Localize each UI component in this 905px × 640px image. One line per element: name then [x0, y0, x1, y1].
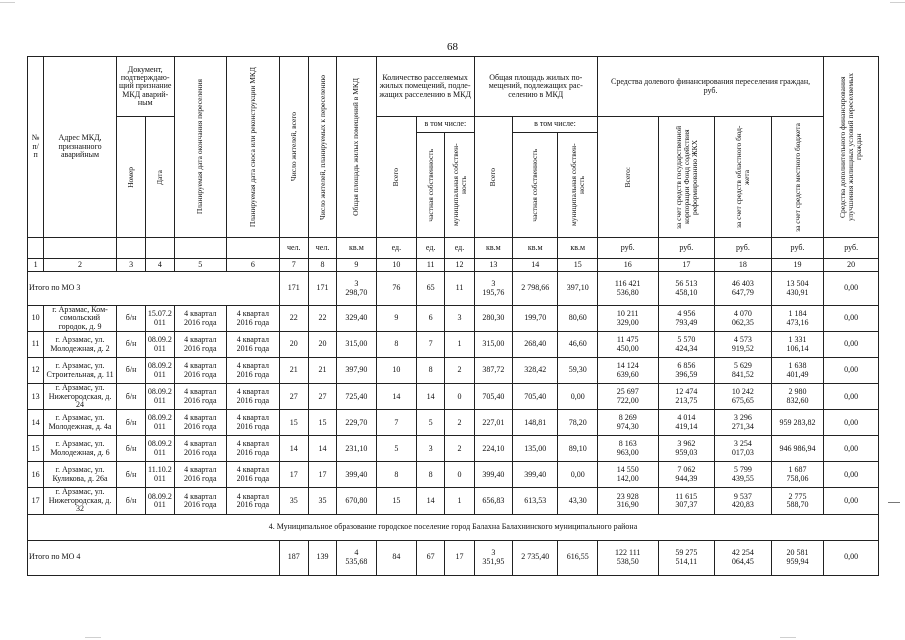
unit-cell: кв.м — [513, 238, 558, 259]
column-number: 4 — [146, 259, 174, 272]
total-value: 397,10 — [558, 272, 597, 306]
doc-number-cell: б/н — [116, 436, 145, 462]
funding-local-cell: 1 184 473,16 — [771, 306, 824, 332]
area-municipal-cell: 46,60 — [558, 332, 597, 358]
area-private-cell: 135,00 — [513, 436, 558, 462]
column-number: 20 — [824, 259, 879, 272]
demolition-cell: 4 квартал 2016 года — [227, 436, 280, 462]
column-number: 9 — [337, 259, 376, 272]
row-number: 12 — [28, 358, 44, 384]
funding-total-cell: 8 163 963,00 — [597, 436, 658, 462]
unit-cell: кв.м — [474, 238, 512, 259]
funding-local-cell: 1 687 758,06 — [771, 462, 824, 488]
unit-cell: руб. — [824, 238, 879, 259]
funding-fund-cell: 4 014 419,14 — [658, 410, 715, 436]
rooms-municipal-cell: 3 — [445, 306, 474, 332]
demolition-cell: 4 квартал 2016 года — [227, 488, 280, 514]
unit-cell: руб. — [658, 238, 715, 259]
rooms-private-cell: 8 — [417, 462, 445, 488]
total-value: 3 195,76 — [474, 272, 512, 306]
residents-planned-cell: 17 — [308, 462, 336, 488]
address-cell: г. Арзамас, Ком-сомольский городок, д. 9 — [44, 306, 117, 332]
residents-total-cell: 27 — [279, 384, 308, 410]
funding-total-cell: 14 550 142,00 — [597, 462, 658, 488]
column-number: 10 — [376, 259, 416, 272]
header-planned-demolition: Планируемая дата сноса или реконструкции МКД — [227, 57, 280, 238]
header-rooms-group: Количество расселяемых жилых помещений, подле-жащих расселению в МКД — [376, 57, 474, 117]
header-funding-total: Всего: — [597, 117, 658, 238]
additional-funding-cell: 0,00 — [824, 358, 879, 384]
total-value: 20 581 959,94 — [771, 540, 824, 575]
rooms-total-cell: 15 — [376, 488, 416, 514]
rooms-private-cell: 8 — [417, 358, 445, 384]
header-area-group: Общая площадь жилых по-мещений, подлежащих рас-селению в МКД — [474, 57, 597, 117]
funding-fund-cell: 4 956 793,49 — [658, 306, 715, 332]
additional-funding-cell: 0,00 — [824, 488, 879, 514]
address-cell: г. Арзамас, ул. Молодежная, д. 4а — [44, 410, 117, 436]
header-rooms-private: частная собственность — [417, 133, 445, 238]
header-rooms-total: Всего — [376, 117, 416, 238]
row-number: 13 — [28, 384, 44, 410]
doc-number-cell: б/н — [116, 462, 145, 488]
doc-date-cell: 08.09.2 011 — [146, 384, 174, 410]
total-value: 3 351,95 — [474, 540, 512, 575]
funding-total-cell: 11 475 450,00 — [597, 332, 658, 358]
header-date: Дата — [146, 117, 174, 238]
residents-total-cell: 21 — [279, 358, 308, 384]
total-value: 11 — [445, 272, 474, 306]
funding-local-cell: 959 283,82 — [771, 410, 824, 436]
total-value: 13 504 430,91 — [771, 272, 824, 306]
funding-fund-cell: 3 962 959,03 — [658, 436, 715, 462]
relocation-end-cell: 4 квартал 2016 года — [174, 488, 227, 514]
scan-edge-line — [0, 2, 15, 3]
rooms-municipal-cell: 2 — [445, 410, 474, 436]
header-planned-relocation-end: Планируемая дата окончания переселения — [174, 57, 227, 238]
column-number: 5 — [174, 259, 227, 272]
residents-total-cell: 15 — [279, 410, 308, 436]
total-value: 171 — [279, 272, 308, 306]
total-area-cell: 231,10 — [337, 436, 376, 462]
page-number: 68 — [447, 41, 458, 53]
rooms-municipal-cell: 0 — [445, 462, 474, 488]
total-area-cell: 229,70 — [337, 410, 376, 436]
unit-cell: ед. — [376, 238, 416, 259]
column-number: 19 — [771, 259, 824, 272]
total-value: 46 403 647,79 — [715, 272, 772, 306]
rooms-total-cell: 10 — [376, 358, 416, 384]
demolition-cell: 4 квартал 2016 года — [227, 410, 280, 436]
doc-number-cell: б/н — [116, 332, 145, 358]
column-number: 18 — [715, 259, 772, 272]
unit-cell: ед. — [417, 238, 445, 259]
total-value: 84 — [376, 540, 416, 575]
column-number: 16 — [597, 259, 658, 272]
rooms-total-cell: 8 — [376, 462, 416, 488]
scan-edge-line — [85, 637, 101, 638]
column-number: 13 — [474, 259, 512, 272]
area-private-cell: 705,40 — [513, 384, 558, 410]
funding-local-cell: 1 638 401,49 — [771, 358, 824, 384]
funding-fund-cell: 6 856 396,59 — [658, 358, 715, 384]
additional-funding-cell: 0,00 — [824, 410, 879, 436]
column-number: 14 — [513, 259, 558, 272]
address-cell: г. Арзамас, ул. Строительная, д. 11 — [44, 358, 117, 384]
header-area-total: Всего — [474, 117, 512, 238]
address-cell: г. Арзамас, ул. Куликова, д. 26а — [44, 462, 117, 488]
column-number: 8 — [308, 259, 336, 272]
area-municipal-cell: 89,10 — [558, 436, 597, 462]
residents-total-cell: 20 — [279, 332, 308, 358]
total-value: 17 — [445, 540, 474, 575]
unit-cell: кв.м — [337, 238, 376, 259]
relocation-end-cell: 4 квартал 2016 года — [174, 384, 227, 410]
rooms-municipal-cell: 1 — [445, 332, 474, 358]
funding-regional-cell: 4 573 919,52 — [715, 332, 772, 358]
total-value: 116 421 536,80 — [597, 272, 658, 306]
unit-cell: руб. — [715, 238, 772, 259]
doc-date-cell: 11.10.2 011 — [146, 462, 174, 488]
header-area-private: частная собственность — [513, 133, 558, 238]
table-row — [28, 306, 879, 332]
total-value: 67 — [417, 540, 445, 575]
funding-local-cell: 2 980 832,60 — [771, 384, 824, 410]
relocation-end-cell: 4 квартал 2016 года — [174, 462, 227, 488]
rooms-private-cell: 3 — [417, 436, 445, 462]
total-value: 616,55 — [558, 540, 597, 575]
scan-edge-line — [888, 502, 900, 503]
total-label: Итого по МО 4 — [28, 540, 280, 575]
header-rooms-including: в том числе: — [417, 117, 475, 133]
column-number: 11 — [417, 259, 445, 272]
additional-funding-cell: 0,00 — [824, 462, 879, 488]
total-area-cell: 670,80 — [337, 488, 376, 514]
residents-planned-cell: 27 — [308, 384, 336, 410]
area-total-cell: 224,10 — [474, 436, 512, 462]
total-area-cell: 725,40 — [337, 384, 376, 410]
header-document: Документ, подтверждаю-щий признание МКД аварий-ным — [116, 57, 174, 117]
additional-funding-cell: 0,00 — [824, 306, 879, 332]
table-row — [28, 384, 879, 410]
table-row — [28, 358, 879, 384]
table-row — [28, 410, 879, 436]
funding-regional-cell: 9 537 420,83 — [715, 488, 772, 514]
residents-total-cell: 17 — [279, 462, 308, 488]
unit-cell: руб. — [597, 238, 658, 259]
header-residents-planned: Число жителей, планируемых к переселению — [308, 57, 336, 238]
area-private-cell: 268,40 — [513, 332, 558, 358]
total-value: 42 254 064,45 — [715, 540, 772, 575]
total-value: 0,00 — [824, 272, 879, 306]
area-total-cell: 387,72 — [474, 358, 512, 384]
funding-regional-cell: 3 254 017,03 — [715, 436, 772, 462]
demolition-cell: 4 квартал 2016 года — [227, 358, 280, 384]
scan-edge-line — [780, 637, 796, 638]
address-cell: г. Арзамас, ул. Молодежная, д. 6 — [44, 436, 117, 462]
rooms-municipal-cell: 2 — [445, 358, 474, 384]
rooms-private-cell: 14 — [417, 384, 445, 410]
header-total-area: Общая площадь жилых помещений в МКД — [337, 57, 376, 238]
unit-cell: руб. — [771, 238, 824, 259]
residents-planned-cell: 14 — [308, 436, 336, 462]
residents-planned-cell: 22 — [308, 306, 336, 332]
additional-funding-cell: 0,00 — [824, 436, 879, 462]
demolition-cell: 4 квартал 2016 года — [227, 306, 280, 332]
demolition-cell: 4 квартал 2016 года — [227, 332, 280, 358]
area-private-cell: 613,53 — [513, 488, 558, 514]
funding-total-cell: 23 928 316,90 — [597, 488, 658, 514]
header-residents-total: Число жителей, всего — [279, 57, 308, 238]
residents-total-cell: 35 — [279, 488, 308, 514]
total-value: 139 — [308, 540, 336, 575]
total-value: 3 298,70 — [337, 272, 376, 306]
header-address: Адрес МКД, признанного аварийным — [44, 57, 117, 238]
section-title: 4. Муниципальное образование городское поселение город Балахна Балахнинского муниципального района — [28, 514, 879, 540]
table-row — [28, 332, 879, 358]
relocation-end-cell: 4 квартал 2016 года — [174, 332, 227, 358]
address-cell: г. Арзамас, ул. Нижегородская, д. 24 — [44, 384, 117, 410]
row-number: 10 — [28, 306, 44, 332]
header-area-municipal: муниципальная собствен-ность — [558, 133, 597, 238]
unit-cell: чел. — [308, 238, 336, 259]
total-value: 122 111 538,50 — [597, 540, 658, 575]
total-label: Итого по МО 3 — [28, 272, 280, 306]
relocation-end-cell: 4 квартал 2016 года — [174, 306, 227, 332]
column-number-row — [28, 259, 879, 272]
unit-cell: чел. — [279, 238, 308, 259]
area-private-cell: 399,40 — [513, 462, 558, 488]
rooms-private-cell: 7 — [417, 332, 445, 358]
relocation-end-cell: 4 квартал 2016 года — [174, 410, 227, 436]
area-municipal-cell: 78,20 — [558, 410, 597, 436]
column-number: 3 — [116, 259, 145, 272]
funding-regional-cell: 5 799 439,55 — [715, 462, 772, 488]
residents-planned-cell: 21 — [308, 358, 336, 384]
relocation-end-cell: 4 квартал 2016 года — [174, 436, 227, 462]
column-number: 1 — [28, 259, 44, 272]
area-municipal-cell: 0,00 — [558, 384, 597, 410]
total-value: 76 — [376, 272, 416, 306]
total-area-cell: 397,90 — [337, 358, 376, 384]
rooms-total-cell: 5 — [376, 436, 416, 462]
rooms-municipal-cell: 1 — [445, 488, 474, 514]
funding-regional-cell: 4 070 062,35 — [715, 306, 772, 332]
unit-cell: ед. — [445, 238, 474, 259]
residents-planned-cell: 20 — [308, 332, 336, 358]
area-municipal-cell: 0,00 — [558, 462, 597, 488]
table-row — [28, 436, 879, 462]
header-rooms-municipal: муниципальная собствен-ность — [445, 133, 474, 238]
header-additional: Средства дополнительного финансирования улучшения жилищных условий переселяемых граждан — [824, 57, 879, 238]
demolition-cell: 4 квартал 2016 года — [227, 384, 280, 410]
rooms-total-cell: 8 — [376, 332, 416, 358]
funding-local-cell: 1 331 106,14 — [771, 332, 824, 358]
doc-date-cell: 08.09.2 011 — [146, 436, 174, 462]
relocation-table — [27, 56, 879, 576]
total-area-cell: 329,40 — [337, 306, 376, 332]
row-number: 14 — [28, 410, 44, 436]
table-row — [28, 462, 879, 488]
additional-funding-cell: 0,00 — [824, 332, 879, 358]
funding-local-cell: 2 775 588,70 — [771, 488, 824, 514]
address-cell: г. Арзамас, ул. Нижегородская, д. 32 — [44, 488, 117, 514]
rooms-private-cell: 14 — [417, 488, 445, 514]
table-row — [28, 488, 879, 514]
funding-total-cell: 10 211 329,00 — [597, 306, 658, 332]
area-private-cell: 148,81 — [513, 410, 558, 436]
column-number: 12 — [445, 259, 474, 272]
total-value: 171 — [308, 272, 336, 306]
doc-number-cell: б/н — [116, 358, 145, 384]
rooms-private-cell: 5 — [417, 410, 445, 436]
funding-fund-cell: 7 062 944,39 — [658, 462, 715, 488]
rooms-municipal-cell: 0 — [445, 384, 474, 410]
funding-regional-cell: 3 296 271,34 — [715, 410, 772, 436]
row-number: 11 — [28, 332, 44, 358]
header-funding-fund: за счет средств государственной корпорации Фонд содействия реформированию ЖКХ — [658, 117, 715, 238]
rooms-total-cell: 14 — [376, 384, 416, 410]
relocation-end-cell: 4 квартал 2016 года — [174, 358, 227, 384]
funding-total-cell: 8 269 974,30 — [597, 410, 658, 436]
funding-fund-cell: 5 570 424,34 — [658, 332, 715, 358]
doc-date-cell: 08.09.2 011 — [146, 410, 174, 436]
address-cell: г. Арзамас, ул. Молодежная, д. 2 — [44, 332, 117, 358]
total-row-mo4 — [28, 540, 879, 575]
total-value: 56 513 458,10 — [658, 272, 715, 306]
header-funding-regional: за счет средств областного бюд-жета — [715, 117, 772, 238]
rooms-municipal-cell: 2 — [445, 436, 474, 462]
row-number: 15 — [28, 436, 44, 462]
total-area-cell: 399,40 — [337, 462, 376, 488]
residents-planned-cell: 15 — [308, 410, 336, 436]
rooms-private-cell: 6 — [417, 306, 445, 332]
doc-date-cell: 08.09.2 011 — [146, 358, 174, 384]
header-no: № п/ п — [28, 57, 44, 238]
rooms-total-cell: 9 — [376, 306, 416, 332]
header-area-including: в том числе: — [513, 117, 598, 133]
unit-cell: кв.м — [558, 238, 597, 259]
funding-regional-cell: 10 242 675,65 — [715, 384, 772, 410]
header-funding-group: Средства долевого финансирования переселения граждан, руб. — [597, 57, 823, 117]
area-total-cell: 399,40 — [474, 462, 512, 488]
funding-regional-cell: 5 629 841,52 — [715, 358, 772, 384]
residents-total-cell: 22 — [279, 306, 308, 332]
funding-total-cell: 14 124 639,60 — [597, 358, 658, 384]
row-number: 17 — [28, 488, 44, 514]
area-private-cell: 199,70 — [513, 306, 558, 332]
total-value: 59 275 514,11 — [658, 540, 715, 575]
total-value: 4 535,68 — [337, 540, 376, 575]
doc-number-cell: б/н — [116, 488, 145, 514]
additional-funding-cell: 0,00 — [824, 384, 879, 410]
total-value: 0,00 — [824, 540, 879, 575]
column-number: 17 — [658, 259, 715, 272]
rooms-total-cell: 7 — [376, 410, 416, 436]
area-municipal-cell: 43,30 — [558, 488, 597, 514]
funding-fund-cell: 11 615 307,37 — [658, 488, 715, 514]
area-total-cell: 280,30 — [474, 306, 512, 332]
demolition-cell: 4 квартал 2016 года — [227, 462, 280, 488]
doc-date-cell: 15.07.2 011 — [146, 306, 174, 332]
total-value: 65 — [417, 272, 445, 306]
column-number: 6 — [227, 259, 280, 272]
total-value: 2 735,40 — [513, 540, 558, 575]
total-value: 187 — [279, 540, 308, 575]
column-number: 15 — [558, 259, 597, 272]
total-value: 2 798,66 — [513, 272, 558, 306]
area-total-cell: 227,01 — [474, 410, 512, 436]
doc-date-cell: 08.09.2 011 — [146, 332, 174, 358]
residents-planned-cell: 35 — [308, 488, 336, 514]
header-number: Номер — [116, 117, 145, 238]
header-funding-local: за счет средств местного бюджета — [771, 117, 824, 238]
doc-number-cell: б/н — [116, 306, 145, 332]
area-municipal-cell: 59,30 — [558, 358, 597, 384]
column-number: 2 — [44, 259, 117, 272]
units-row — [28, 238, 879, 259]
total-area-cell: 315,00 — [337, 332, 376, 358]
doc-number-cell: б/н — [116, 384, 145, 410]
scan-edge-line — [890, 2, 905, 3]
row-number: 16 — [28, 462, 44, 488]
area-total-cell: 656,83 — [474, 488, 512, 514]
column-number: 7 — [279, 259, 308, 272]
funding-fund-cell: 12 474 213,75 — [658, 384, 715, 410]
doc-number-cell: б/н — [116, 410, 145, 436]
area-total-cell: 315,00 — [474, 332, 512, 358]
doc-date-cell: 08.09.2 011 — [146, 488, 174, 514]
funding-local-cell: 946 986,94 — [771, 436, 824, 462]
area-municipal-cell: 80,60 — [558, 306, 597, 332]
area-total-cell: 705,40 — [474, 384, 512, 410]
funding-total-cell: 25 697 722,00 — [597, 384, 658, 410]
residents-total-cell: 14 — [279, 436, 308, 462]
area-private-cell: 328,42 — [513, 358, 558, 384]
total-row-mo3 — [28, 272, 879, 306]
